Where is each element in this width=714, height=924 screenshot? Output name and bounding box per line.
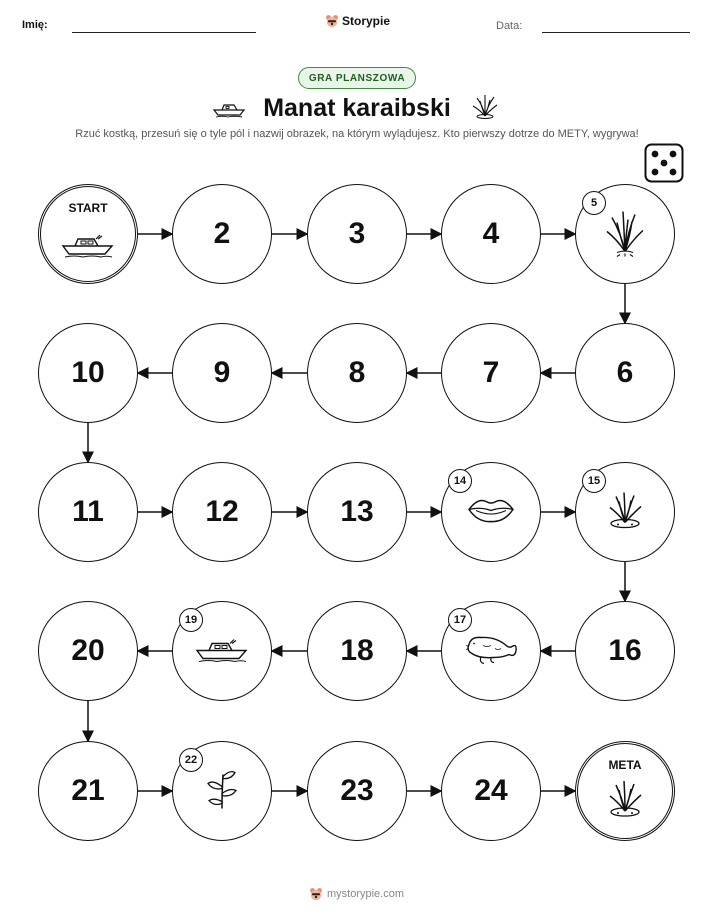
board-space[interactable] [575,323,675,423]
instructions: Rzuć kostką, przesuń się o tyle pól i nazwij obrazek, na którym wylądujesz. Kto pierwszy dotrze do METY, wygrywa! [75,128,639,140]
space-number: 12 [205,495,239,528]
manatee-icon [463,631,519,672]
bear-logo-icon [309,887,323,901]
space-number-badge: 22 [179,748,203,772]
seagrass-tuft-icon [603,488,647,537]
space-number-badge: 17 [448,608,472,632]
picture-space[interactable] [441,462,541,562]
board-space[interactable] [441,184,541,284]
finish-space[interactable] [575,741,675,841]
footer-url: mystorypie.com [327,888,405,900]
board-space[interactable] [38,462,138,562]
boat-icon [194,634,250,669]
board-space[interactable] [38,601,138,701]
space-number: 23 [340,774,374,807]
picture-space[interactable] [575,462,675,562]
space-number: 7 [482,356,500,389]
board-space[interactable] [441,741,541,841]
space-number: 9 [213,356,231,389]
board-space[interactable] [172,462,272,562]
name-label: Imię: [22,19,48,31]
lips-icon [466,496,516,529]
space-number: 18 [340,634,374,667]
space-number: 8 [348,356,366,389]
picture-space[interactable] [172,601,272,701]
picture-space[interactable] [441,601,541,701]
space-number-badge: 15 [582,469,606,493]
board-space[interactable] [307,184,407,284]
seagrass-icon [603,206,647,263]
picture-space[interactable] [575,184,675,284]
picture-space[interactable] [172,741,272,841]
space-number-badge: 14 [448,469,472,493]
board-space[interactable] [307,323,407,423]
space-number: 21 [71,774,105,807]
start-label: START [68,201,108,215]
board-space[interactable] [172,323,272,423]
space-number: 13 [340,495,374,528]
space-number: 11 [72,495,104,528]
space-number: 2 [213,217,231,250]
plant-sprig-icon [202,767,242,816]
space-number: 24 [474,774,508,807]
board-space[interactable] [38,323,138,423]
seagrass-tuft-icon [603,776,647,825]
space-number-badge: 19 [179,608,203,632]
footer [309,887,404,901]
space-number: 16 [608,634,642,667]
board-space[interactable] [441,323,541,423]
space-number: 4 [482,217,500,250]
board-space[interactable] [38,741,138,841]
space-number: 20 [71,634,105,667]
brand-name: Storypie [342,14,391,28]
board-space[interactable] [307,601,407,701]
board-space[interactable] [307,741,407,841]
board-space[interactable] [575,601,675,701]
board-space[interactable] [307,462,407,562]
finish-label: META [608,758,642,772]
space-number-badge: 5 [582,191,606,215]
space-number: 6 [616,356,634,389]
start-space[interactable] [38,184,138,284]
space-number: 3 [348,217,366,250]
boat-icon [60,229,116,264]
date-label: Data: [496,20,523,32]
board-space[interactable] [172,184,272,284]
page-title: Manat karaibski [263,94,451,122]
space-number: 10 [71,356,105,389]
game-type-badge: GRA PLANSZOWA [298,67,416,89]
